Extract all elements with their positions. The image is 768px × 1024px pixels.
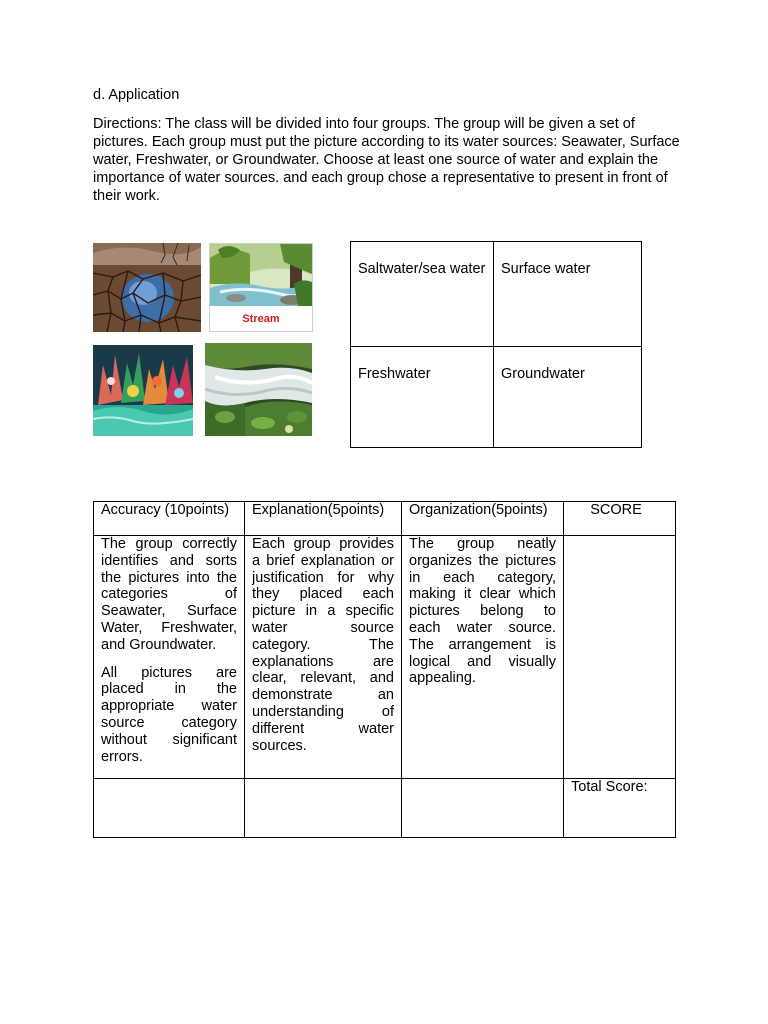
rubric-header-score: SCORE — [564, 502, 676, 536]
coral-reef-art — [93, 345, 193, 436]
accuracy-criteria-paragraph: The group correctly identifies and sorts the pictures into the categories of Seawater, Surface Water, Freshwater, and Groundwater. — [101, 536, 237, 653]
water-source-sorting-grid — [350, 241, 642, 448]
rubric-explanation-criteria — [245, 536, 402, 779]
directions-text: Directions: The class will be divided into four groups. The group will be given a set of pictures. Each group must put the picture according to its water sources: Seawater, Surface water, Freshwater, or Groundwater. Choose at least one source of water and explain the importance of water sources. and each group chose a representative to present in front of their work. — [93, 116, 680, 204]
total-score-label[interactable]: Total Score: — [564, 779, 676, 838]
total-row-empty-cell[interactable] — [402, 779, 564, 838]
stream-caption: Stream — [242, 313, 280, 325]
grid-cell-saltwater[interactable]: Saltwater/sea water — [351, 242, 494, 347]
total-row-empty-cell[interactable] — [245, 779, 402, 838]
total-row-empty-cell[interactable] — [94, 779, 245, 838]
stream-art — [210, 244, 312, 331]
rubric-score-cell[interactable] — [564, 536, 676, 779]
rubric-organization-criteria — [402, 536, 564, 779]
grid-cell-groundwater[interactable]: Groundwater — [494, 347, 642, 448]
section-heading: d. Application — [93, 87, 180, 103]
explanation-criteria-paragraph: Each group provides a brief explanation or justification for why they placed each picture in a specific water source category. The explanations are clear, relevant, and demonstrate an understanding of different water sources. — [252, 536, 394, 754]
grid-cell-freshwater[interactable]: Freshwater — [351, 347, 494, 448]
rubric-header-organization: Organization(5points) — [402, 502, 564, 536]
rubric-accuracy-criteria — [94, 536, 245, 779]
stream-image — [209, 243, 313, 332]
accuracy-criteria-paragraph: All pictures are placed in the appropriate water source category without significant errors. — [101, 664, 237, 765]
river-rapids-image — [205, 343, 312, 436]
rubric-header-explanation: Explanation(5points) — [245, 502, 402, 536]
grid-cell-surface-water[interactable]: Surface water — [494, 242, 642, 347]
cracked-earth-image — [93, 243, 201, 332]
organization-criteria-paragraph: The group neatly organizes the pictures in each category, making it clear which pictures belong to each water source. The arrangement is logical and visually appealing. — [409, 536, 556, 687]
rubric-header-accuracy: Accuracy (10points) — [94, 502, 245, 536]
coral-reef-image — [93, 345, 193, 436]
rubric-table — [93, 501, 676, 838]
cracked-earth-art — [93, 243, 201, 332]
river-rapids-art — [205, 343, 312, 436]
